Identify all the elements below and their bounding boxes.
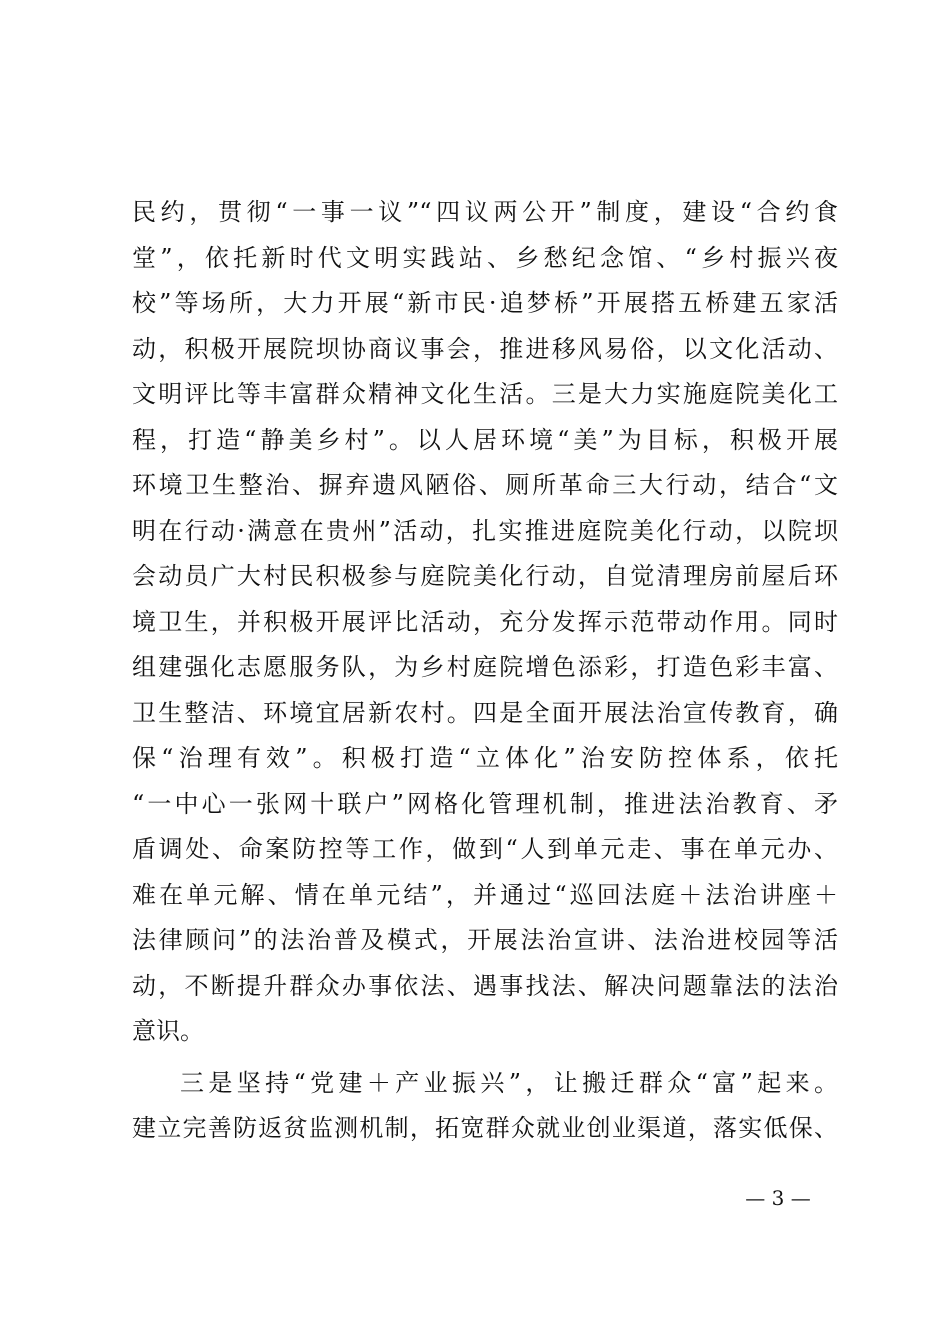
text-line: 校”等场所，大力开展“新市民·追梦桥”开展搭五桥建五家活 [132, 289, 838, 317]
page-number: — 3 — [745, 1186, 811, 1210]
text-line: 意识。 [132, 1017, 204, 1045]
text-line: 民约，贯彻“一事一议”“四议两公开”制度，建设“合约食 [132, 198, 838, 226]
text-line: “一中心一张网十联户”网格化管理机制，推进法治教育、矛 [132, 789, 838, 818]
text-line: 建立完善防返贫监测机制，拓宽群众就业创业渠道，落实低保、 [132, 1114, 838, 1142]
text-line: 组建强化志愿服务队，为乡村庭院增色添彩，打造色彩丰富、 [132, 653, 838, 681]
text-line: 程，打造“静美乡村”。以人居环境“美”为目标，积极开展 [132, 425, 838, 454]
text-line: 环境卫生整治、摒弃遗风陋俗、厕所革命三大行动，结合“文 [132, 471, 838, 499]
text-line: 明在行动·满意在贵州”活动，扎实推进庭院美化行动，以院坝 [132, 516, 838, 545]
text-line: 法律顾问”的法治普及模式，开展法治宣讲、法治进校园等活 [132, 926, 838, 954]
text-line: 动，不断提升群众办事依法、遇事找法、解决问题靠法的法治 [132, 971, 838, 1000]
text-line: 会动员广大村民积极参与庭院美化行动，自觉清理房前屋后环 [132, 562, 838, 590]
text-line: 动，积极开展院坝协商议事会，推进移风易俗，以文化活动、 [132, 334, 838, 363]
text-line: 文明评比等丰富群众精神文化生活。三是大力实施庭院美化工 [132, 380, 838, 408]
text-line: 盾调处、命案防控等工作，做到“人到单元走、事在单元办、 [132, 835, 838, 863]
text-line: 保“治理有效”。积极打造“立体化”治安防控体系，依托 [132, 744, 838, 772]
paragraph-heading-line: 三是坚持“党建＋产业振兴”，让搬迁群众“富”起来。 [180, 1068, 838, 1097]
body-text [132, 190, 838, 1152]
text-line: 卫生整洁、环境宜居新农村。四是全面开展法治宣传教育，确 [132, 698, 838, 727]
text-line: 难在单元解、情在单元结”，并通过“巡回法庭＋法治讲座＋ [132, 880, 838, 909]
text-line: 境卫生，并积极开展评比活动，充分发挥示范带动作用。同时 [132, 607, 838, 636]
text-line: 堂”，依托新时代文明实践站、乡愁纪念馆、“乡村振兴夜 [132, 243, 838, 272]
